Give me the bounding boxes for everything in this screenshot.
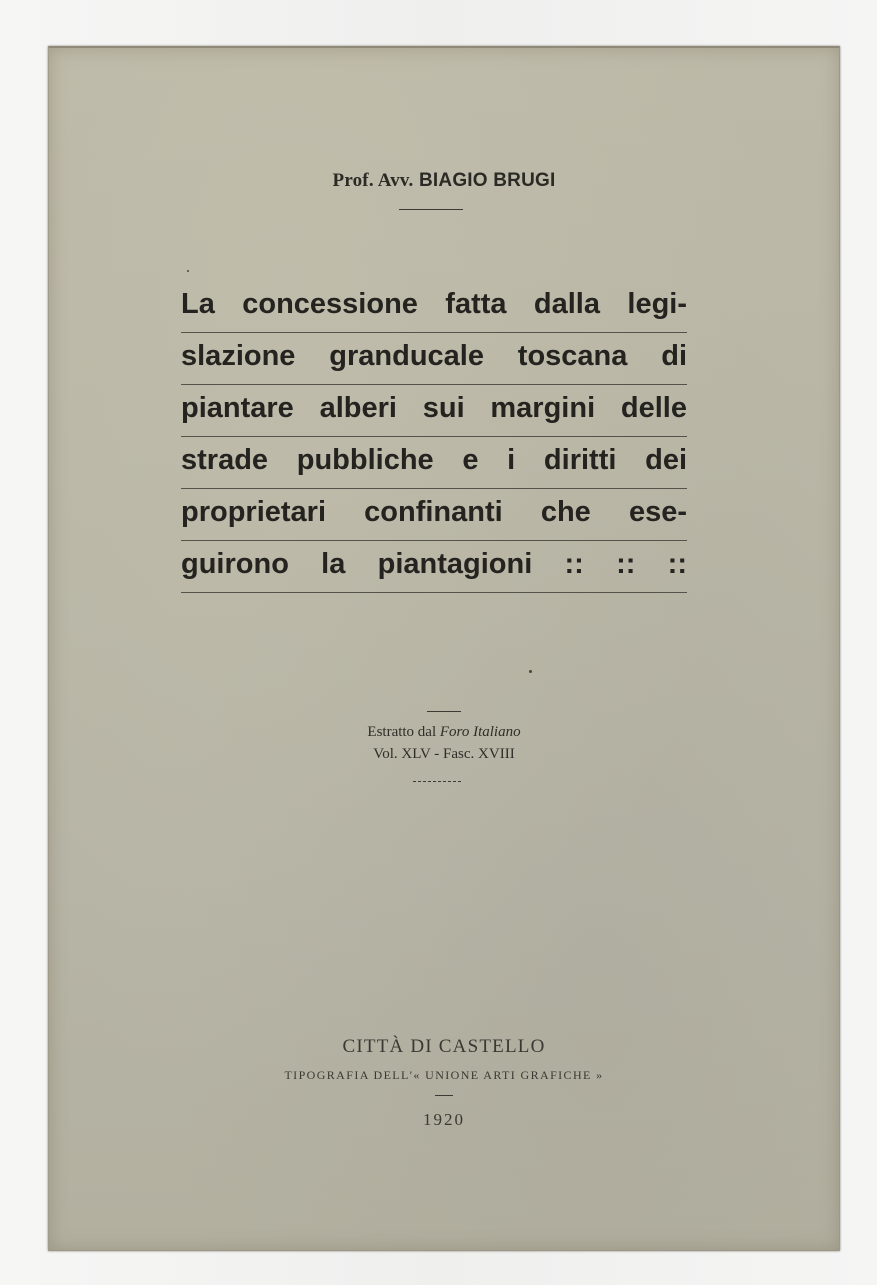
printer: TIPOGRAFIA DELL'« UNIONE ARTI GRAFICHE » [284,1068,604,1082]
title-line-3: piantare alberi sui margini delle [181,385,687,437]
extract-volume: Vol. XLV - Fasc. XVIII [373,746,515,762]
year: 1920 [423,1110,465,1129]
title-line-2: slazione granducale toscana di [181,333,687,385]
paper-spot [187,270,189,272]
title [181,281,687,593]
extract-divider-top [427,711,461,712]
author-line [49,170,839,192]
extract-journal: Foro Italiano [439,724,521,740]
title-line-5: proprietari confinanti che ese- [181,489,687,541]
paper-spot [529,670,532,673]
extract-divider-bottom [413,781,461,782]
author-prefix: Prof. Avv. [332,170,414,191]
title-line-4: strade pubbliche e i diritti dei [181,437,687,489]
title-line-6: guirono la piantagioni :: :: :: [181,541,687,593]
booklet-cover [48,46,840,1251]
author-name: BIAGIO BRUGI [419,170,556,191]
extract-source [49,724,839,741]
author-divider [399,209,463,210]
extract-prefix: Estratto dal [367,724,437,740]
city: CITTÀ DI CASTELLO [342,1036,546,1057]
printer-divider [435,1095,453,1096]
title-line-1: La concessione fatta dalla legi- [181,281,687,333]
